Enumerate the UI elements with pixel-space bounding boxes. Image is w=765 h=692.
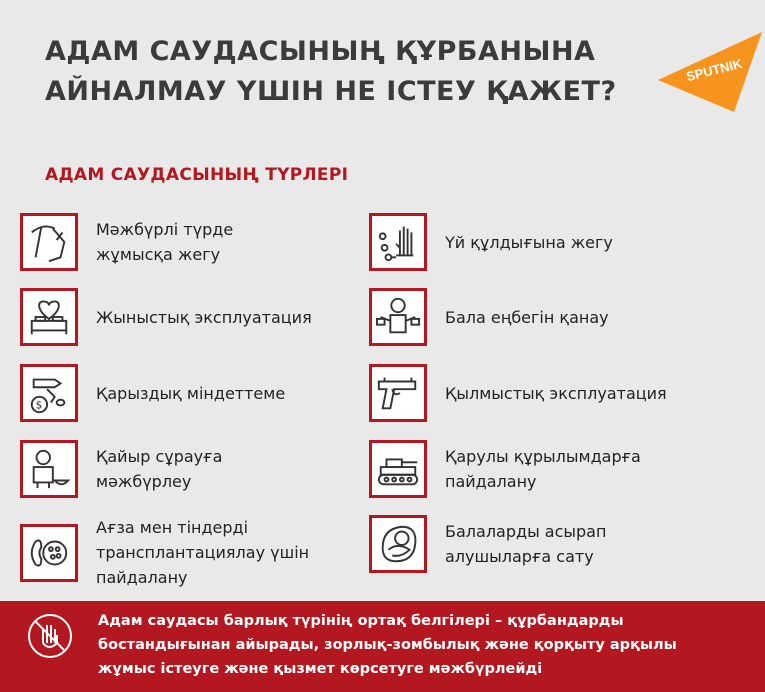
kidney-organ-icon bbox=[20, 524, 78, 582]
sputnik-logo-text: SPUTNIK bbox=[684, 55, 744, 85]
item-label: Ағза мен тіндерді трансплантациялау үшін пайдалану bbox=[96, 518, 310, 587]
page-title-line-1: АДАМ САУДАСЫНЫҢ ҚҰРБАНЫНА bbox=[45, 36, 596, 67]
banner-text bbox=[98, 609, 738, 681]
list-item-debt-bondage bbox=[20, 364, 285, 422]
child-labor-icon bbox=[369, 288, 427, 346]
stop-hand-icon bbox=[25, 611, 75, 661]
list-item-organ-removal bbox=[20, 515, 309, 590]
item-label: Қылмыстық эксплуатация bbox=[445, 383, 667, 403]
item-label: Үй құлдығына жегу bbox=[445, 232, 613, 252]
item-label: Бала еңбегін қанау bbox=[445, 307, 609, 327]
svg-text:$: $ bbox=[35, 399, 43, 412]
tank-icon bbox=[369, 440, 427, 498]
item-label: Балаларды асырап алушыларға сату bbox=[445, 522, 607, 566]
list-item-child-labor bbox=[369, 288, 609, 346]
page-title-line-2: АЙНАЛМАУ ҮШІН НЕ ІСТЕУ ҚАЖЕТ? bbox=[45, 76, 617, 107]
baby-icon bbox=[369, 515, 427, 573]
list-item-sexual-exploitation bbox=[20, 288, 312, 346]
section-title: АДАМ САУДАСЫНЫҢ ТҮРЛЕРІ bbox=[45, 165, 349, 185]
item-label: Қарыздық міндеттеме bbox=[96, 383, 286, 403]
item-label: Жыныстық эксплуатация bbox=[96, 307, 312, 327]
list-item-criminal-exploitation bbox=[369, 364, 667, 422]
page-title bbox=[45, 32, 645, 112]
money-chain-icon bbox=[20, 364, 78, 422]
list-item-armed-forces bbox=[369, 440, 641, 498]
begging-child-icon bbox=[20, 440, 78, 498]
item-label: Қарулы құрылымдарға пайдалану bbox=[445, 447, 641, 491]
item-label: Мәжбүрлі түрде жұмысқа жегу bbox=[96, 220, 234, 264]
list-item-domestic-servitude bbox=[369, 213, 613, 271]
chained-hand-icon bbox=[369, 213, 427, 271]
pickaxe-icon bbox=[20, 213, 78, 271]
bed-heart-icon bbox=[20, 288, 78, 346]
list-item-child-sale bbox=[369, 515, 606, 573]
list-item-forced-labor bbox=[20, 213, 233, 271]
item-label: Қайыр сұрауға мәжбүрлеу bbox=[96, 447, 223, 491]
sputnik-logo bbox=[650, 28, 765, 118]
footer-banner bbox=[0, 601, 765, 692]
banner-line-2: бостандығынан айырады, зорлық-зомбылық және қорқыту арқылы bbox=[98, 637, 677, 653]
banner-line-3: жұмыс істеуге және қызмет көрсетуге мәжбүрлейді bbox=[98, 661, 543, 677]
pistol-icon bbox=[369, 364, 427, 422]
banner-line-1: Адам саудасы барлық түрінің ортақ белгілері – құрбандарды bbox=[98, 613, 624, 629]
list-item-forced-begging bbox=[20, 440, 222, 498]
